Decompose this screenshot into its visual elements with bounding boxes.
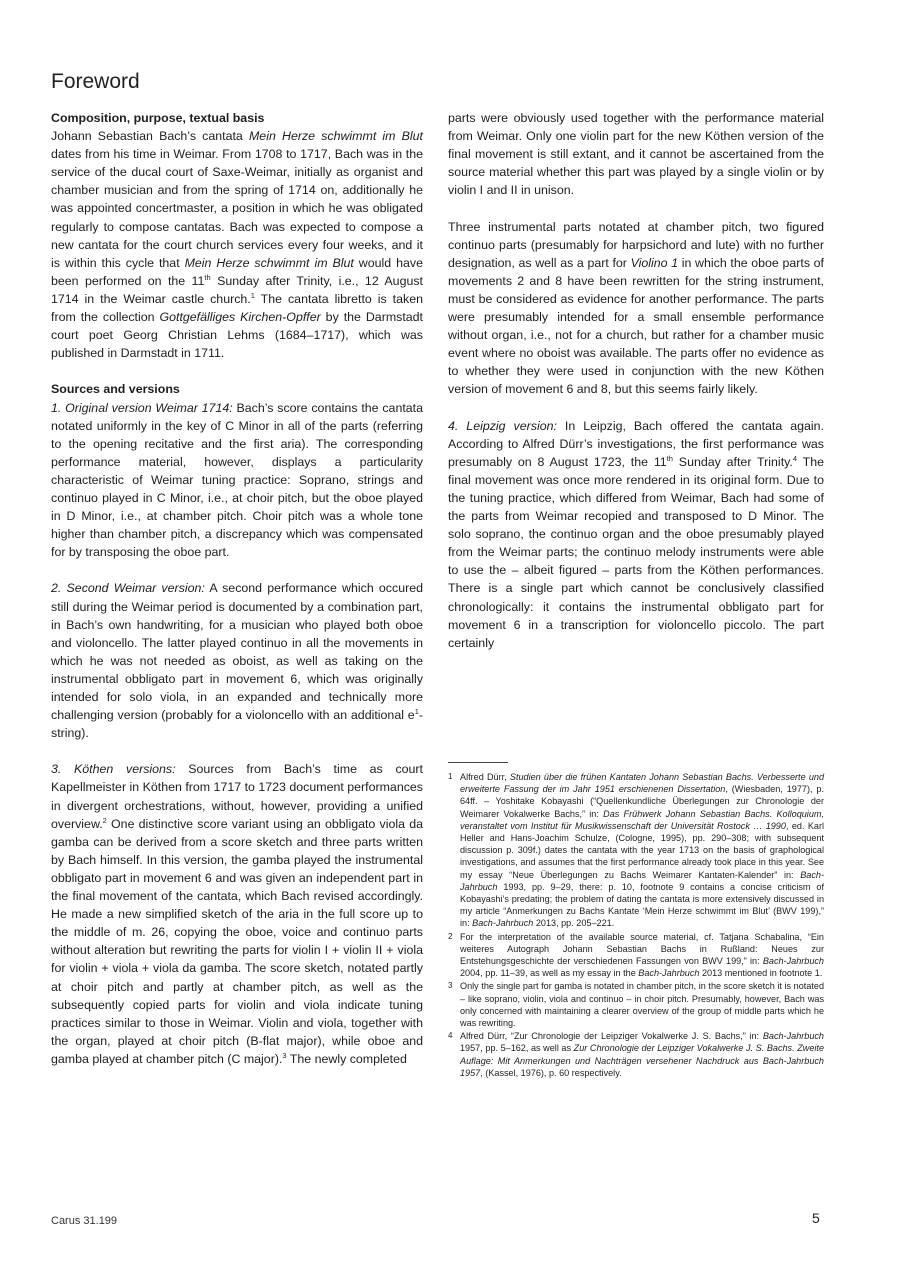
footnote-ref-2: 2 xyxy=(102,815,107,825)
paragraph-leipzig-version: 4. Leipzig version: In Leipzig, Bach offered the cantata again. According to Alfred Dürr’s investigations, the first performance was presumably on 8 August 1723, the 11th Sunday after Trinity.$^4$ The final movement was once more rendered in its original form. Due to the tuning practice, which differed from Weimar, Bach had some of the parts from Weimar recopied and transposed to D Minor. The solo soprano, the continuo organ and the oboe presumably played from the Weimar parts; the continuo melody instruments were able to use the – albeit figured – parts from the Köthen performances. There is a single part which cannot be conclusively classified chronologically: it contains the instrumental obbligato part for movement 6 in a transcription for violoncello piccolo. The part certainly xyxy=(448,418,824,650)
page-title: Foreword xyxy=(51,70,140,93)
paragraph-second-weimar-version: 2. Second Weimar version: A second performance which occured still during the Weimar period is documented by a combination part, in Bach’s own handwriting, for a musician who played both oboe and violoncello. The latter played continuo in all the movements in which he was not needed as oboist, as well as taking on the instrumental obbligato part in movement 6, which was originally intended for solo viola, in an expanded and technically more challenging version (probably for a violoncello with an additional $e^1-string$). xyxy=(51,581,423,741)
right-column xyxy=(448,109,824,652)
footer-catalog-number: Carus 31.199 xyxy=(51,1215,118,1227)
footnote-ref-3: 3 xyxy=(282,1050,287,1060)
left-column xyxy=(51,109,423,1068)
page-number: 5 xyxy=(812,1210,820,1226)
footnote-ref-1: 1 xyxy=(250,290,255,300)
paragraph-koethen-continuation: parts were obviously used together with the performance material from Weimar. Only one violin part for the new Köthen version of the final movement is still extant, and it cannot be ascertained from the source material whether this part was played by a single violin or by violin I and II in unison. xyxy=(448,111,824,198)
footnote-2: 2 For the interpretation of the available source material, cf. Tatjana Schabalina, “Ein weiteres Autograph Johann Sebastian Bachs in Rußland: Neues zur Entstehungsgeschichte der verschiedenen Fassungen von BWV 199,” in: Bach-Jahrbuch 2004, pp. 11–39, as well as my essay in the Bach-Jahrbuch 2013 mentioned in footnote 1. xyxy=(448,931,824,979)
section-heading-sources: Sources and versions xyxy=(51,382,180,397)
paragraph-composition: Johann Sebastian Bach’s cantata Mein Herze schwimmt im Blut dates from his time in Weimar. From 1708 to 1717, Bach was in the service of the ducal court of Saxe-Weimar, initially as organist and chamber musician and from the spring of 1714 on, additionally he was appointed concertmaster, a position in which he was obligated regularly to compose cantatas. Bach was expected to compose a new cantata for the court church services every four weeks, and it is within this cycle that Mein Herze schwimmt im Blut would have been performed on the 11th Sunday after Trinity, i.e., 12 August 1714 in the Weimar castle church.$^1$ The cantata libretto is taken from the collection Gottgefälliges Kirchen-Opffer by the Darmstadt court poet Georg Christian Lehms (1684–1717), which was published in Darmstadt in 1711. xyxy=(51,129,424,361)
footnote-1: 1 Alfred Dürr, Studien über die frühen Kantaten Johann Sebastian Bachs. Verbesserte und erweiterte Fassung der im Jahr 1951 erschienenen Dissertation, (Wiesbaden, 1977), p. 64ff. – Yoshitake Kobayashi (“Quellenkundliche Überlegungen zur Chronologie der Weimarer Vokalwerke Bachs,” in: Das Frühwerk Johann Sebastian Bachs. Kolloquium, veranstaltet vom Institut für Musikwissenschaft der Universität Rostock … 1990, ed. Karl Heller and Hans-Joachim Schulze, (Cologne, 1995), pp. 290–308; with subsequent discussion p. 309f.) dates the cantata with the year 1713 on the basis of graphological investigations, and assumes that the first performance already took place in this year. See my essay “Neue Überlegungen zu Bachs Weimarer Kantaten-Kalender” in: Bach-Jahrbuch 1993, pp. 9–29, there: p. 10, footnote 9 contains a concise criticism of Kobayashi’s predating; the problem of dating the cantata is more extensively discussed in my article “Anmerkungen zu Bachs Kantate ‘Mein Herze schwimmt im Blut’ (BWV 199),” in: Bach-Jahrbuch 2013, pp. 205–221. xyxy=(448,772,825,929)
footnote-4: 4 Alfred Dürr, “Zur Chronologie der Leipziger Vokalwerke J. S. Bachs,” in: Bach-Jahrbuch 1957, pp. 5–162, as well as Zur Chronologie der Leipziger Vokalwerke J. S. Bachs. Zweite Auflage: Mit Anmerkungen und Nachträgen versehener Nachdruck aus Bach-Jahrbuch 1957, (Kassel, 1976), p. 60 respectively. xyxy=(448,1031,825,1078)
paragraph-chamber-pitch-parts: Three instrumental parts notated at chamber pitch, two figured continuo parts (presumably for harpsichord and lute) with no further designation, as well as a part for Violino 1 in which the oboe parts of movements 2 and 8 have been rewritten for the string instrument, must be considered as evidence for another performance. The parts were presumably intended for a small ensemble performance without organ, i.e., not for a church, but rather for a chamber music event where no oboist was available. The parts offer no evidence as to whether they were used in conjunction with the new Köthen version of movement 6 and 8, but this seems fairly likely. xyxy=(448,219,824,397)
section-heading-composition: Composition, purpose, textual basis xyxy=(51,111,265,125)
paragraph-original-version: 1. Original version Weimar 1714: Bach’s score contains the cantata notated uniformly in the key of C Minor in all of the parts (referring to the opening recitative and the first aria). The corresponding performance material, however, displays a particularity characteristic of Weimar tuning practice: Soprano, strings and continuo played in C Minor, i.e., at choir pitch, but the oboe played in D Minor, i.e., at chamber pitch. Choir pitch was a whole tone higher than chamber pitch, a discrepancy which was compensated for by transposing the oboe part. xyxy=(51,400,424,560)
footnote-3: 3 Only the single part for gamba is notated in chamber pitch, in the score sketch it is notated – like soprano, violin, viola and continuo – in choir pitch. Presumably, however, Bach was only concerned with maintaining a clearer overview of the group of middle parts which he was rewriting. xyxy=(448,981,824,1029)
paragraph-koethen-versions: 3. Köthen versions: Sources from Bach’s time as court Kapellmeister in Köthen from 1717 to 1723 document performances in divergent orchestrations, without, however, providing a unified overview.$^2$ One distinctive score variant using an obbligato viola da gamba can be derived from a score sketch and three parts written by Bach himself. In this version, the gamba played the instrumental obbligato part in movement 6 and was given an independent part in the final movement of the cantata, which Bach revised accordingly. He made a new simplified sketch of the aria in the full score up to the middle of m. 26, copying the oboe, voice and continuo parts without alteration but rewriting the parts for violin I + violin II + viola for violin + viola + viola da gamba. The score sketch, notated partly at choir pitch and partly at chamber pitch, as well as the subsequently copied parts for violin and viola indicate tuning practices similar to those in Weimar. Violin and viola, together with the organ, played at choir pitch (B-flat major), while oboe and gamba played at chamber pitch (C major).$^3$ The newly completed xyxy=(51,762,423,1066)
paragraph-koethen-continued: The newly completed xyxy=(286,1051,407,1066)
footnotes xyxy=(448,771,824,1080)
footnote-divider xyxy=(448,762,508,763)
footnote-ref-4: 4 xyxy=(792,453,798,463)
